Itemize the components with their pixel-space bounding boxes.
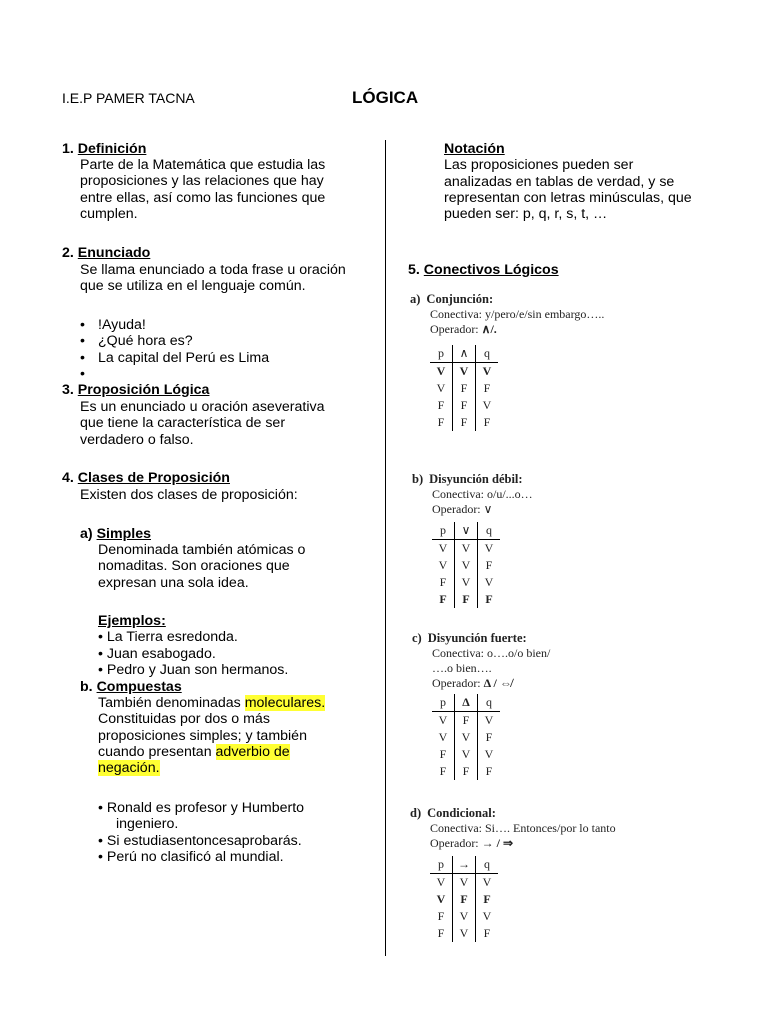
- table-cell: V: [453, 908, 476, 925]
- table-cell: F: [453, 891, 476, 908]
- list-item: • ¿Qué hora es?: [80, 333, 193, 350]
- text-line: Denominada también atómicas o: [98, 542, 306, 558]
- table-cell: V: [455, 557, 478, 574]
- table-cell: V: [436, 364, 446, 378]
- condicional-block: d) Condicional: Conectiva: Si…. Entonces/por lo tanto Operador: → / ⇒: [410, 806, 616, 850]
- table-header: →: [453, 856, 476, 874]
- example-item: • Pedro y Juan son hermanos.: [98, 661, 289, 678]
- ejemplos-block: [98, 613, 288, 678]
- table-header: ∧: [453, 345, 476, 363]
- operator-symbol: ∨: [483, 502, 493, 516]
- table-cell: F: [439, 764, 447, 778]
- section-title: Proposición Lógica: [77, 382, 210, 398]
- table-cell: V: [453, 363, 476, 381]
- example-item: • La Tierra esredonda.: [98, 629, 238, 646]
- table-cell: V: [484, 747, 494, 761]
- highlight: moleculares.: [244, 695, 326, 711]
- table-cell: V: [453, 925, 476, 942]
- subsection-label: b.: [80, 679, 93, 695]
- proposicion-body: [80, 399, 325, 448]
- truth-table-condicional: [430, 856, 498, 942]
- compuestas-body: [98, 695, 325, 776]
- clases-intro: Existen dos clases de proposición:: [80, 487, 298, 503]
- example-item: • Juan esabogado.: [98, 645, 216, 662]
- text-line: Es un enunciado u oración aseverativa: [80, 399, 325, 415]
- text-line: entre ellas, así como las funciones que: [80, 189, 326, 206]
- table-cell: V: [438, 730, 448, 744]
- text-line: verdadero o falso.: [80, 431, 194, 448]
- table-cell: F: [483, 381, 491, 395]
- table-cell: V: [482, 875, 492, 889]
- section-title: Enunciado: [77, 245, 151, 261]
- list-item: • La capital del Perú es Lima: [80, 349, 270, 366]
- section-title: Clases de Proposición: [77, 470, 230, 486]
- table-cell: F: [437, 926, 445, 940]
- table-cell: V: [484, 713, 494, 727]
- school-name: I.E.P PAMER TACNA: [62, 90, 195, 106]
- subsection-compuestas: [80, 679, 182, 695]
- table-cell: F: [439, 592, 447, 606]
- text-line: cumplen.: [80, 205, 138, 222]
- table-cell: V: [438, 541, 448, 555]
- disyuncion-debil-block: b) Disyunción débil: Conectiva: o/u/...o… Operador: ∨: [412, 472, 533, 516]
- section-proposicion: [62, 382, 209, 398]
- connective-name: Disyunción fuerte:: [427, 631, 527, 645]
- subsection-simples: [80, 526, 151, 542]
- connective-words: ….o bien….: [432, 661, 492, 675]
- conjuncion-block: a) Conjunción: Conectiva: y/pero/e/sin embargo….. Operador: ∧/.: [410, 292, 605, 336]
- subsection-label: a): [80, 526, 93, 542]
- table-header: p: [430, 345, 453, 363]
- connective-words: o/u/...o…: [486, 487, 533, 501]
- operator-symbol: ∧/.: [481, 322, 497, 336]
- text-line: expresan una sola idea.: [98, 574, 249, 591]
- section-title: Definición: [77, 141, 147, 157]
- section-title: Conectivos Lógicos: [423, 262, 559, 278]
- connective-name: Disyunción débil:: [429, 472, 523, 486]
- table-cell: F: [485, 764, 493, 778]
- table-cell: V: [438, 558, 448, 572]
- table-cell: F: [437, 415, 445, 429]
- operator-symbol: → / ⇒: [481, 836, 514, 850]
- table-cell: F: [485, 730, 493, 744]
- table-cell: V: [482, 909, 492, 923]
- table-cell: F: [437, 398, 445, 412]
- table-header: p: [432, 694, 455, 712]
- truth-table-disyuncion-fuerte: [432, 694, 500, 780]
- text-line: pueden ser: p, q, r, s, t, …: [444, 206, 608, 223]
- table-cell: F: [439, 747, 447, 761]
- table-cell: F: [483, 926, 491, 940]
- list-item: • !Ayuda!: [80, 317, 146, 333]
- text-line: que tiene la característica de ser: [80, 415, 286, 432]
- section-number: 5.: [408, 262, 420, 278]
- text-line: Se llama enunciado a toda frase u oración: [80, 262, 346, 278]
- enunciado-bullets: [80, 317, 270, 382]
- table-cell: V: [436, 875, 446, 889]
- section-definicion: [62, 141, 146, 157]
- table-cell: V: [484, 541, 494, 555]
- truth-table-conjuncion: [430, 345, 498, 431]
- notacion-title: Notación: [444, 141, 505, 157]
- table-cell: V: [436, 381, 446, 395]
- text-line: Parte de la Matemática que estudia las: [80, 157, 326, 173]
- text-line: Las proposiciones pueden ser: [444, 157, 634, 174]
- connective-words: y/pero/e/sin embargo…..: [484, 307, 605, 321]
- truth-table-disyuncion-debil: [432, 522, 500, 608]
- definicion-body: [80, 157, 325, 222]
- text-line: analizadas en tablas de verdad, y se: [444, 173, 675, 190]
- table-header: ∨: [455, 522, 478, 540]
- table-cell: F: [485, 558, 493, 572]
- table-header: Δ: [455, 694, 478, 712]
- table-cell: V: [455, 540, 478, 558]
- connective-name: Conjunción:: [426, 292, 494, 306]
- section-conectivos: [408, 262, 559, 278]
- table-cell: F: [453, 414, 476, 431]
- table-cell: V: [438, 713, 448, 727]
- text-line: Constituidas por dos o más: [98, 711, 270, 728]
- connective-name: Condicional:: [427, 806, 496, 820]
- example-item: ingeniero.: [116, 816, 179, 833]
- table-header: p: [430, 856, 453, 874]
- table-header: q: [478, 522, 501, 540]
- ejemplos-title: Ejemplos:: [98, 613, 166, 629]
- table-header: q: [476, 856, 499, 874]
- table-header: q: [478, 694, 501, 712]
- example-item: • Ronald es profesor y Humberto: [98, 800, 305, 816]
- column-divider: [385, 140, 386, 956]
- simples-body: [98, 542, 305, 591]
- text-line: que se utiliza en el lenguaje común.: [80, 278, 306, 295]
- section-number: 3.: [62, 382, 74, 398]
- section-clases: [62, 470, 230, 486]
- table-cell: V: [436, 892, 446, 906]
- page-title: LÓGICA: [352, 88, 419, 107]
- list-item: •: [80, 365, 85, 382]
- table-cell: F: [437, 909, 445, 923]
- table-cell: F: [455, 712, 478, 730]
- table-cell: F: [453, 397, 476, 414]
- table-cell: V: [455, 574, 478, 591]
- text-line: proposiciones simples; y también: [98, 727, 307, 744]
- example-item: • Perú no clasificó al mundial.: [98, 848, 284, 865]
- table-cell: F: [455, 591, 478, 608]
- table-cell: V: [482, 364, 492, 378]
- table-cell: F: [453, 380, 476, 397]
- table-cell: V: [455, 746, 478, 763]
- section-enunciado: [62, 245, 150, 261]
- table-cell: F: [483, 892, 491, 906]
- highlight: adverbio de: [215, 743, 290, 760]
- compuestas-examples: [98, 800, 304, 865]
- table-cell: V: [453, 874, 476, 892]
- section-number: 1.: [62, 141, 74, 157]
- section-number: 4.: [62, 470, 74, 486]
- table-cell: F: [455, 763, 478, 780]
- table-header: q: [476, 345, 499, 363]
- table-cell: F: [483, 415, 491, 429]
- table-cell: F: [485, 592, 493, 606]
- connective-words: o….o/o bien/: [486, 646, 551, 660]
- enunciado-body: [80, 262, 346, 295]
- highlight: negación.: [98, 760, 160, 777]
- connective-words: Si…. Entonces/por lo tanto: [484, 821, 616, 835]
- disyuncion-fuerte-block: c) Disyunción fuerte: Conectiva: o….o/o bien/ ….o bien…. Operador: Δ / ⇎: [412, 631, 551, 690]
- section-number: 2.: [62, 245, 74, 261]
- table-cell: V: [482, 398, 492, 412]
- table-cell: V: [455, 729, 478, 746]
- table-cell: V: [484, 575, 494, 589]
- notacion-block: [444, 141, 692, 222]
- subsection-title: Compuestas: [96, 679, 182, 695]
- text-line: [98, 760, 325, 776]
- subsection-title: Simples: [96, 526, 151, 542]
- text-line: nomaditas. Son oraciones que: [98, 558, 290, 575]
- text-line: proposiciones y las relaciones que hay: [80, 173, 324, 190]
- text-line: cuando presentan adverbio de: [98, 743, 290, 760]
- operator-symbol: Δ / ⇎: [483, 676, 512, 690]
- text-line: También denominadas moleculares.: [98, 695, 326, 711]
- example-item: • Si estudiasentoncesaprobarás.: [98, 832, 302, 849]
- table-header: p: [432, 522, 455, 540]
- text-line: representan con letras minúsculas, que: [444, 189, 692, 206]
- table-cell: F: [439, 575, 447, 589]
